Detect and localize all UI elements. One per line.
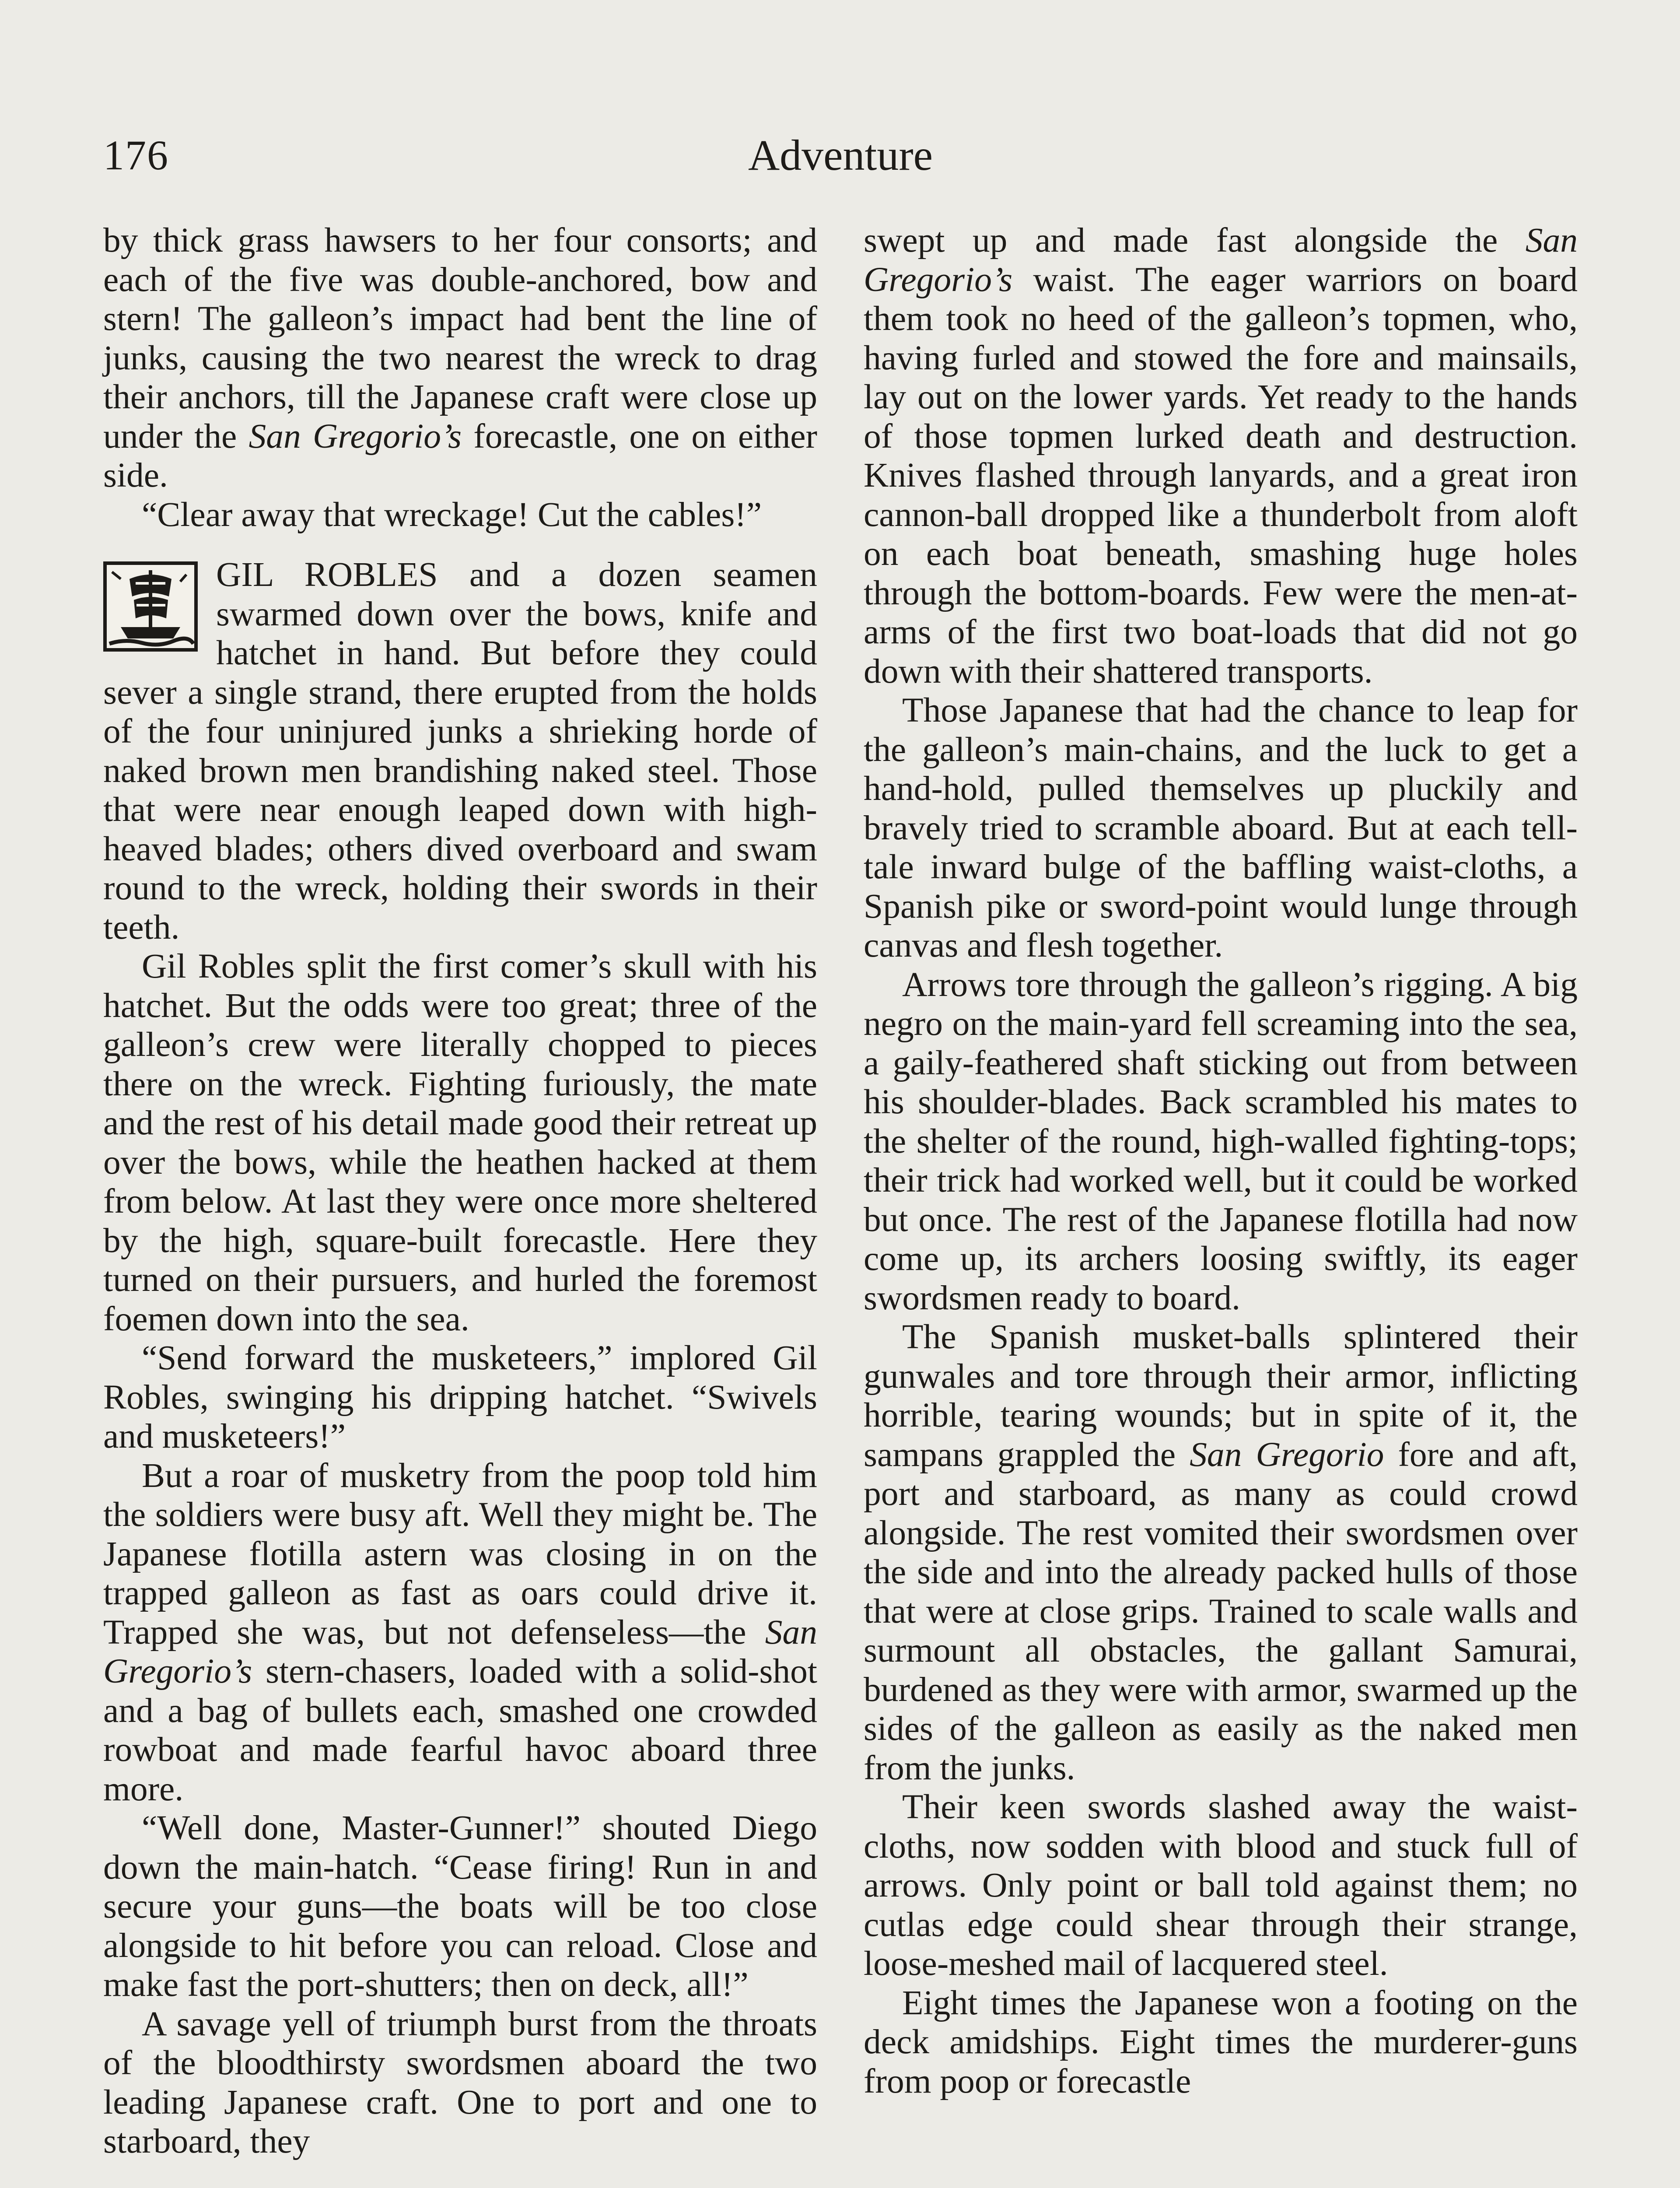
paragraph-text: But a roar of musketry from the poop told him the soldiers were busy aft. Well they might be. The Japanese flotilla astern was closing in on the trapped galleon as fast as oars could drive it. Trapped she was, but not defenseless—the [103, 1456, 817, 1652]
paragraph: A savage yell of triumph burst from the throats of the bloodthirsty swordsmen aboard the two leading Japanese craft. One to port and one to starboard, they [103, 2004, 817, 2160]
running-head-title: Adventure [748, 131, 933, 179]
paragraph: “Send forward the musketeers,” implored Gil Robles, swinging his dripping hatchet. “Swivels and musketeers!” [103, 1339, 817, 1455]
paragraph-text: by thick grass hawsers to her four consorts; and each of the five was double-anchored, bow and stern! The galleon’s impact had bent the line of junks, causing the two nearest the wreck to drag their anchors, till the Japanese craft were close up under the [103, 221, 817, 456]
paragraph-text: swept up and made fast alongside the [864, 221, 1526, 259]
paragraph: “Well done, Master-Gunner!” shouted Diego down the main-hatch. “Cease firing! Run in and secure your guns—the boats will be too close alongside to hit before you can reload. Close and make fast the port-shutters; then on deck, all!” [103, 1809, 817, 2004]
left-column [103, 221, 817, 2188]
paragraph [103, 221, 817, 495]
paragraph-text: fore and aft, port and starboard, as many as could crowd alongside. The rest vomited their swordsmen over the side and into the already packed hulls of those that were at close grips. Trained to scale walls and surmount all obstacles, the gallant Samurai, burdened as they were with armor, swarmed up the sides of the galleon as easily as the naked men from the junks. [864, 1435, 1578, 1787]
paragraph-text: stern-chasers, loaded with a solid-shot and a bag of bullets each, smashed one crowded rowboat and made fearful havoc aboard three more. [103, 1652, 817, 1808]
page-header [103, 123, 1578, 188]
paragraph: Arrows tore through the galleon’s rigging. A big negro on the main-yard fell screaming into the sea, a gaily-feathered shaft sticking out from between his shoulder-blades. Back scrambled his mates to the shelter of the round, high-walled fighting-tops; their trick had worked well, but it could be worked but once. The rest of the Japanese flotilla had now come up, its archers loosing swiftly, its eager swordsmen ready to board. [864, 965, 1578, 1317]
right-column [864, 221, 1578, 2188]
ship-name: San Gregorio’s [248, 417, 462, 456]
paragraph: Gil Robles split the first comer’s skull with his hatchet. But the odds were too great; three of the galleon’s crew were literally chopped to pieces there on the wreck. Fighting furiously, the mate and the rest of his detail made good their retreat up over the bows, while the heathen hacked at them from below. At last they were once more sheltered by the high, square-built forecastle. Here they turned on their pursuers, and hurled the foremost foemen down into the sea. [103, 947, 817, 1338]
ship-name: San Gregorio’s [103, 1613, 817, 1690]
paragraph [103, 1456, 817, 1809]
paragraph [864, 221, 1578, 691]
paragraph-text: GIL ROBLES and a dozen seamen swarmed down over the bows, knife and hatchet in hand. But before they could sever a single strand, there erupted from the holds of the four uninjured junks a shrieking horde of naked brown men brandishing naked steel. Those that were near enough leaped down with high-heaved blades; others dived overboard and swam round to the wreck, holding their swords in their teeth. [103, 555, 817, 947]
paragraph: Their keen swords slashed away the waist-cloths, now sodden with blood and stuck full of arrows. Only point or ball told against them; no cutlas edge could shear through their strange, loose-meshed mail of lacquered steel. [864, 1788, 1578, 1983]
ship-name: San Gregorio’s [864, 221, 1578, 299]
section-break [103, 534, 817, 555]
paragraph [864, 1318, 1578, 1788]
paragraph: Those Japanese that had the chance to leap for the galleon’s main-chains, and the luck to get a hand-hold, pulled themselves up pluckily and bravely tried to scramble aboard. But at each tell-tale inward bulge of the baffling waist-cloths, a Spanish pike or sword-point would lunge through canvas and flesh together. [864, 691, 1578, 964]
paragraph-text: forecastle, one on either side. [103, 417, 817, 494]
ship-dropcap-icon [103, 561, 198, 652]
paragraph: “Clear away that wreckage! Cut the cables!” [142, 495, 762, 534]
page-number: 176 [103, 132, 169, 179]
paragraph-with-dropcap [103, 555, 817, 947]
paragraph-text: The Spanish musket-balls splintered their gunwales and tore through their armor, inflicting horrible, tearing wounds; but in spite of it, the sampans grappled the [864, 1318, 1578, 1474]
ship-name: San Gregorio [1190, 1435, 1384, 1474]
paragraph-text: waist. The eager warriors on board them took no heed of the galleon’s topmen, who, having furled and stowed the fore and mainsails, lay out on the lower yards. Yet ready to the hands of those topmen lurked death and destruction. Knives flashed through lanyards, and a great iron cannon-ball dropped like a thunderbolt from aloft on each boat beneath, smashing huge holes through the bottom-boards. Few were the men-at-arms of the first two boat-loads that did not go down with their shattered transports. [864, 260, 1578, 691]
paragraph: Eight times the Japanese won a footing on the deck amidships. Eight times the murderer-guns from poop or forecastle [864, 1983, 1578, 2100]
